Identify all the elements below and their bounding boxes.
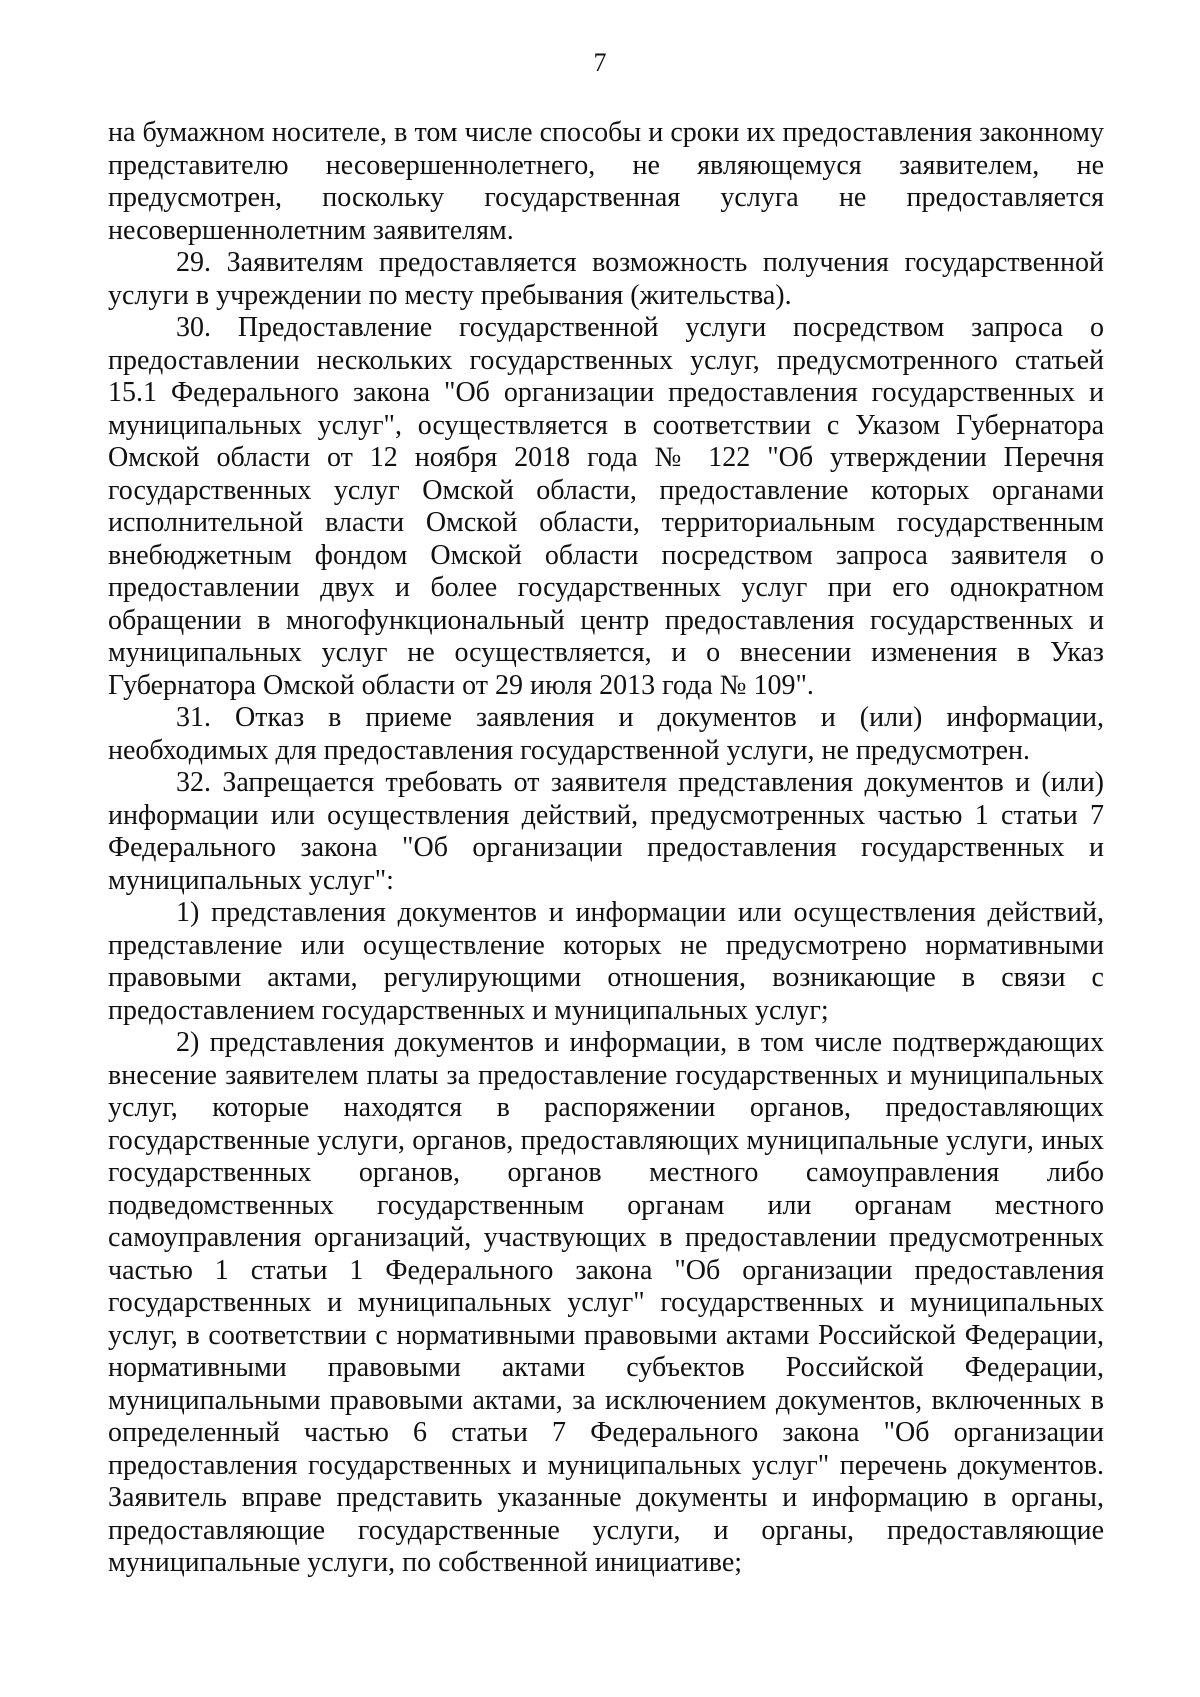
paragraph-item-32-2: 2) представления документов и информации, в том числе подтверждающих внесение заявителем платы за предоставление государственных и муниципальных услуг, которые находятся в распоряжении органов, предоставляющих государственные услуги, органов, предоставляющих муниципальные услуги, иных государственных органов, органов местного самоуправления либо подведомственных государственным органам или органам местного самоуправления организаций, участвующих в предоставлении предусмотренных частью 1 статьи 1 Федерального закона "Об организации предоставления государственных и муниципальных услуг" государственных и муниципальных услуг, в соответствии с нормативными правовыми актами Российской Федерации, нормативными правовыми актами субъектов Российской Федерации, муниципальными правовыми актами, за исключением документов, включенных в определенный частью 6 статьи 7 Федерального закона "Об организации предоставления государственных и муниципальных услуг" перечень документов. Заявитель вправе представить указанные документы и информацию в органы, предоставляющие государственные услуги, и органы, предоставляющие муниципальные услуги, по собственной инициативе; <box>108 1027 1104 1578</box>
paragraph-item-30: 30. Предоставление государственной услуги посредством запроса о предоставлении нескольких государственных услуг, предусмотренного статьей 15.1 Федерального закона "Об организации предоставления государственных и муниципальных услуг", осуществляется в соответствии с Указом Губернатора Омской области от 12 ноября 2018 года № 122 "Об утверждении Перечня государственных услуг Омской области, предоставление которых органами исполнительной власти Омской области, территориальным государственным внебюджетным фондом Омской области посредством запроса заявителя о предоставлении двух и более государственных услуг при его однократном обращении в многофункциональный центр предоставления государственных и муниципальных услуг не осуществляется, и о внесении изменения в Указ Губернатора Омской области от 29 июля 2013 года № 109". <box>108 312 1104 701</box>
paragraph-continuation: на бумажном носителе, в том числе способы и сроки их предоставления законному представителю несовершеннолетнего, не являющемуся заявителем, не предусмотрен, поскольку государственная услуга не предоставляется несовершеннолетним заявителям. <box>108 117 1104 246</box>
paragraph-item-32: 32. Запрещается требовать от заявителя представления документов и (или) информации или осуществления действий, предусмотренных частью 1 статьи 7 Федерального закона "Об организации предоставления государственных и муниципальных услуг": <box>108 767 1104 896</box>
page-number: 7 <box>593 48 607 77</box>
paragraph-item-32-1: 1) представления документов и информации или осуществления действий, представление или осуществление которых не предусмотрено нормативными правовыми актами, регулирующими отношения, возникающие в связи с предоставлением государственных и муниципальных услуг; <box>108 897 1104 1026</box>
paragraph-item-29: 29. Заявителям предоставляется возможность получения государственной услуги в учреждении по месту пребывания (жительства). <box>108 247 1104 311</box>
paragraph-item-31: 31. Отказ в приеме заявления и документов и (или) информации, необходимых для предоставления государственной услуги, не предусмотрен. <box>108 702 1104 766</box>
document-body <box>108 117 1104 1580</box>
